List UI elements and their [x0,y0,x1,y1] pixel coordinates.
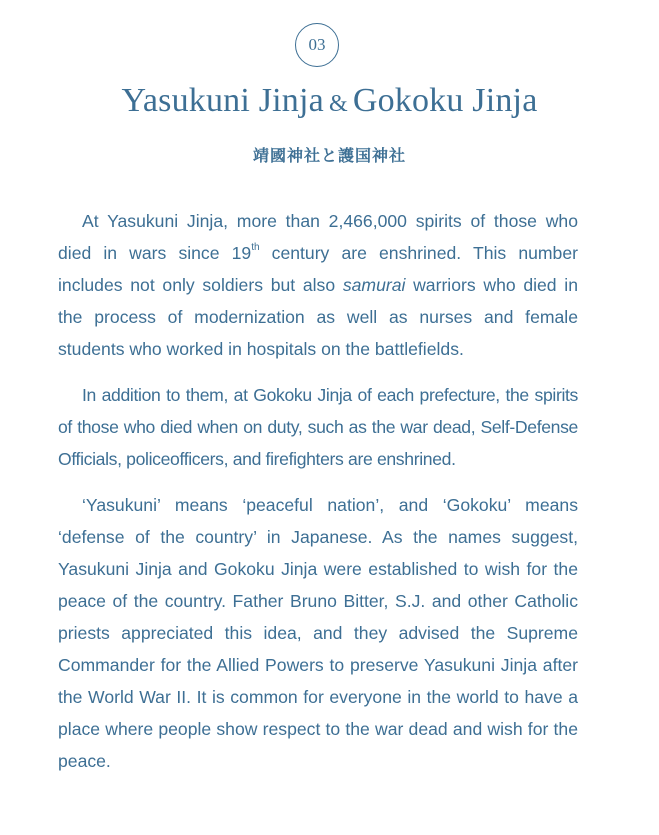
paragraph-1 [58,205,578,365]
title-part-1: Yasukuni Jinja [121,82,324,119]
title-part-2: Gokoku Jinja [352,82,538,119]
p1-text-a: At Yasukuni Jinja, more than 2,466,000 spirits of those who died in wars since 19 [58,211,578,263]
section-number-badge [295,23,339,67]
title-ampersand: & [328,91,348,117]
p1-text-c: warriors who died in the process of modernization as well as nurses and female students who worked in hospitals on the battlefields. [58,275,578,359]
page-title [0,82,659,120]
article-body [58,205,578,791]
p1-italic-term: samurai [342,275,406,295]
paragraph-3: ‘Yasukuni’ means ‘peaceful nation’, and ‘Gokoku’ means ‘defense of the country’ in Japanese. As the names suggest, Yasukuni Jinja and Gokoku Jinja were established to wish for the peace of the country. Father Bruno Bitter, S.J. and other Catholic priests appreciated this idea, and they advised the Supreme Commander for the Allied Powers to preserve Yasukuni Jinja after the World War II. It is common for everyone in the world to have a place where people show respect to the war dead and wish for the peace. [58,495,578,771]
p1-superscript: th [251,242,260,254]
paragraph-2: In addition to them, at Gokoku Jinja of each prefecture, the spirits of those who died when on duty, such as the war dead, Self-Defense Officials, policeofficers, and firefighters are enshrined. [58,385,578,469]
japanese-subtitle: 靖國神社と護国神社 [252,146,406,165]
section-number: 03 [308,35,326,54]
p1-text-b: century are enshrined. This number includes not only soldiers but also [58,243,578,295]
